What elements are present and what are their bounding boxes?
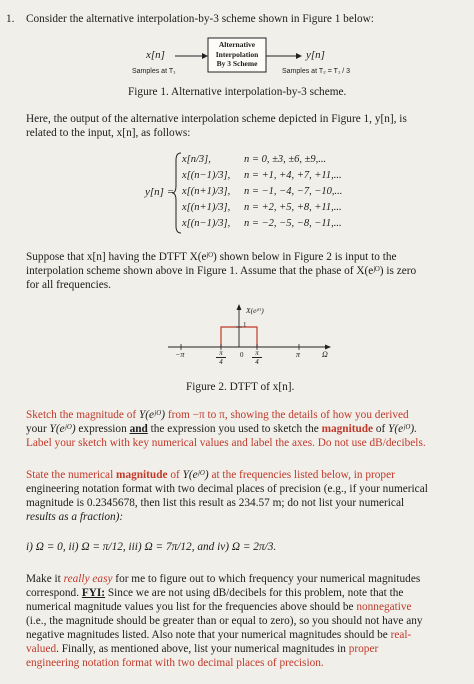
- final-l2c: Since we are not using dB/decibels for this problem, note that the: [105, 587, 404, 599]
- figure-2-caption: Figure 2. DTFT of x[n].: [186, 381, 295, 393]
- para1-line1: Here, the output of the alternative interpolation scheme depicted in Figure 1, y[n], is: [26, 113, 407, 125]
- block-line-3: By 3 Scheme: [216, 59, 258, 68]
- sketch-l1c: from −π to π, showing the details of how you derived: [165, 409, 409, 421]
- frequency-list: i) Ω = 0, ii) Ω = π/12, iii) Ω = 7π/12, and iv) Ω = 2π/3.: [26, 541, 277, 553]
- state-l1e: at the frequencies listed below, in proper: [208, 469, 395, 481]
- fig2-tick-pos-pi4-num: π: [252, 349, 262, 358]
- piecewise-equation: [0, 150, 474, 240]
- sketch-l2c: expression: [75, 423, 130, 435]
- fig2-amp-label: 1: [243, 321, 247, 329]
- fig2-x-label: Ω: [322, 350, 328, 359]
- figure-1: [0, 30, 474, 120]
- block-line-1: Alternative: [218, 40, 256, 49]
- sketch-l3b: Do not use dB/decibels.: [317, 437, 426, 449]
- problem-intro: Consider the alternative interpolation-by-3 scheme shown in Figure 1 below:: [26, 13, 374, 25]
- para2-line3: for all frequencies.: [26, 279, 111, 291]
- sketch-l1a: Sketch the magnitude of: [26, 409, 139, 421]
- interpolation-block: [208, 40, 266, 69]
- eq-row-3-expr: x[(n+1)/3],: [182, 186, 231, 197]
- state-line2: engineering notation format with two decimal places of precision (e.g., if your numerical: [26, 483, 428, 495]
- fig2-tick-neg-pi4: [216, 349, 226, 366]
- fig2-tick-pos-pi4-den: 4: [255, 358, 259, 366]
- state-l1d: Y(eʲᴼ): [182, 469, 209, 481]
- final-l5a: negative magnitudes listed. Also note that your numerical magnitudes should be: [26, 629, 391, 641]
- sketch-l2b: Y(eʲᴼ): [49, 423, 76, 435]
- fig2-tick-zero: 0: [240, 351, 244, 359]
- fig2-tick-neg-pi: −π: [175, 350, 185, 359]
- figure-1-input-label: x[n]: [146, 49, 165, 61]
- sketch-l2d: and: [129, 423, 148, 435]
- sketch-l2f: magnitude: [321, 423, 374, 435]
- eq-row-3-cond: n = −1, −4, −7, −10,...: [244, 186, 343, 197]
- sketch-l2g: of: [373, 423, 389, 435]
- fig2-tick-neg-pi4-num: π: [216, 349, 226, 358]
- state-l1c: of: [167, 469, 183, 481]
- final-l3b: nonnegative: [356, 601, 412, 613]
- figure-2: [0, 300, 474, 392]
- state-line3: magnitude is 0.2345678, then list this result as 234.57 m; do not list your numerical: [26, 497, 405, 509]
- sketch-line3: [26, 436, 426, 450]
- sketch-line2: [26, 422, 417, 436]
- sketch-l2e: the expression you used to sketch the: [147, 423, 322, 435]
- sketch-l3: Label your sketch with key numerical values and label the axes.: [26, 437, 318, 449]
- fig2-tick-neg-pi4-den: 4: [219, 358, 223, 366]
- para1-line2: related to the input, x[n], as follows:: [26, 127, 191, 139]
- final-l5b: real-: [390, 629, 412, 641]
- final-line7: engineering notation format with two decimal places of precision.: [26, 657, 324, 669]
- figure-1-input-sub: Samples at T₁: [132, 68, 176, 75]
- eq-row-5-cond: n = −2, −5, −8, −11,...: [244, 218, 342, 229]
- eq-row-4-cond: n = +2, +5, +8, +11,...: [244, 202, 342, 213]
- eq-row-2-cond: n = +1, +4, +7, +11,...: [244, 170, 342, 181]
- final-line4: (i.e., the magnitude should be greater than or equal to zero), so you should not have any: [26, 615, 423, 627]
- eq-row-4-expr: x[(n+1)/3],: [182, 202, 231, 213]
- final-line2: [26, 586, 403, 600]
- eq-row-2-expr: x[(n−1)/3],: [182, 170, 231, 181]
- final-line3: [26, 600, 412, 614]
- final-l6b: . Finally, as mentioned above, list your numerical magnitudes in: [56, 643, 349, 655]
- problem-number: 1.: [6, 13, 15, 25]
- figure-1-output-sub: Samples at T₂ = T₁ / 3: [282, 68, 351, 75]
- eq-row-1-cond: n = 0, ±3, ±6, ±9,...: [244, 154, 327, 165]
- block-line-2: Interpolation: [215, 49, 259, 59]
- eq-row-1-expr: x[n/3],: [182, 154, 211, 165]
- sketch-l1b: Y(eʲᴼ): [138, 409, 165, 421]
- state-l1a: State the numerical: [26, 469, 117, 481]
- figure-1-output-label: y[n]: [306, 49, 325, 61]
- equation-lhs: y[n] =: [145, 186, 175, 198]
- final-line1: [26, 572, 420, 586]
- eq-row-5-expr: x[(n−1)/3],: [182, 218, 231, 229]
- fig2-y-label: X(eʲᴼ): [246, 306, 264, 315]
- state-l1b: magnitude: [116, 469, 168, 481]
- para2-line1: Suppose that x[n] having the DTFT X(eʲᴼ) shown below in Figure 2 is input to the: [26, 251, 397, 263]
- sketch-l2a: your: [26, 423, 50, 435]
- para2-line2: interpolation scheme shown above in Figure 1. Assume that the phase of X(eʲᴼ) is zero: [26, 265, 417, 277]
- final-l6c: proper: [348, 643, 379, 655]
- sketch-l2h: Y(eʲᴼ).: [388, 423, 418, 435]
- state-line1: [26, 468, 395, 482]
- sketch-line1: [26, 408, 409, 422]
- final-l2a: correspond.: [26, 587, 82, 599]
- state-line4: results as a fraction):: [26, 511, 124, 523]
- final-l1a: Make it: [26, 573, 64, 585]
- final-line6: [26, 642, 378, 656]
- final-l6a: valued: [26, 643, 57, 655]
- final-l1b: really easy: [63, 573, 113, 585]
- fig2-tick-pi: π: [296, 350, 301, 359]
- final-line5: [26, 628, 411, 642]
- final-l2b: FYI:: [81, 587, 106, 599]
- figure-1-caption: Figure 1. Alternative interpolation-by-3 scheme.: [128, 86, 347, 98]
- fig2-tick-pos-pi4: [252, 349, 262, 366]
- final-l3a: numerical magnitude values you list for the frequencies above should be: [26, 601, 357, 613]
- final-l1c: for me to figure out to which frequency your numerical magnitudes: [112, 573, 421, 585]
- equation-brace: [172, 152, 182, 234]
- figure-2-plot: [0, 300, 474, 372]
